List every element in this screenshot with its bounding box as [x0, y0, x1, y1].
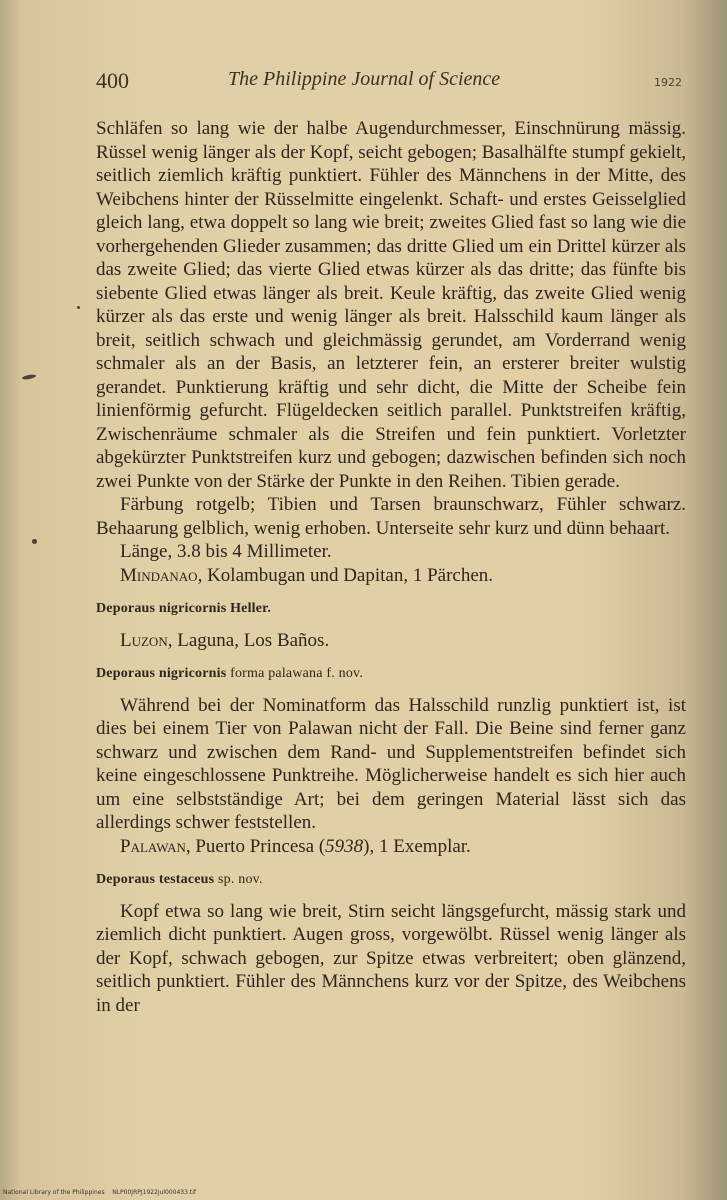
species-name: Deporaus testaceus — [96, 872, 215, 887]
specimen-number: 5938 — [325, 835, 364, 857]
paragraph-testaceus-description: Kopf etwa so lang wie breit, Stirn seicht längsgefurcht, mässig stark und ziemlich dicht punktiert. Augen gross, vorgewölbt. Rüssel wenig länger als der Kopf, schwach gebogen, zur Spitze etwas verbreitert; oben glänzend, seitlich punktiert. Fühler des Männchens kurz vor der Spitze, des Weibchens in der — [96, 900, 686, 1016]
ink-speck — [22, 374, 36, 380]
journal-title: The Philippine Journal of Science — [228, 68, 501, 90]
library-credit: National Library of the Philippines — [3, 1189, 105, 1196]
spacer — [96, 892, 686, 900]
spacer — [96, 621, 686, 629]
paragraph-locality-luzon — [96, 629, 686, 653]
paragraph-palawana-description: Während bei der Nominatform das Halsschild runzlig punktiert ist, ist dies bei einem Tier von Palawan nicht der Fall. Die Beine sind ferner ganz schwarz und zwischen dem Rand- und Supplementstreifen befindet sich keine eingeschlossene Punktreihe. Möglicherweise handelt es sich hier auch um eine selbstständige Art; bei dem geringen Material lässt sich das allerdings schwer feststellen. — [96, 694, 686, 833]
species-heading-testaceus — [96, 868, 686, 892]
paragraph-locality-mindanao — [96, 564, 686, 588]
paragraph-locality-palawan — [96, 835, 686, 859]
species-qualifier: sp. nov. — [214, 872, 263, 887]
publication-year: 1922 — [654, 76, 682, 89]
ink-speck — [77, 306, 80, 309]
locality-detail: , Puerto Princesa ( — [185, 835, 326, 857]
spacer — [96, 858, 686, 868]
page-number: 400 — [96, 68, 129, 93]
locality-name: Luzon — [120, 629, 168, 651]
species-qualifier: forma palawana f. nov. — [226, 666, 364, 681]
ink-speck — [32, 539, 37, 544]
paragraph-length: Länge, 3.8 bis 4 Millimeter. — [120, 541, 332, 562]
locality-detail: , Laguna, Los Baños. — [167, 629, 330, 651]
locality-name: Palawan — [120, 835, 186, 857]
species-heading-palawana — [96, 662, 686, 686]
scan-footer — [3, 1189, 196, 1196]
locality-detail: , Kolambugan und Dapitan, 1 Pärchen. — [197, 564, 494, 586]
locality-name: Mindanao — [120, 564, 198, 586]
species-name: Deporaus nigricornis — [96, 666, 227, 681]
paragraph-coloration: Färbung rotgelb; Tibien und Tarsen braunschwarz, Fühler schwarz. Behaarung gelblich, wenig erhoben. Unterseite sehr kurz und dünn behaart. — [96, 494, 686, 539]
article-body — [96, 117, 686, 1017]
spacer — [96, 652, 686, 662]
locality-detail-end: ), 1 Exemplar. — [363, 835, 471, 857]
spacer — [96, 686, 686, 694]
scan-file-id: NLP00JRPJ1922jul000433.tif — [112, 1189, 196, 1196]
spacer — [96, 587, 686, 597]
paragraph-description-continued: Schläfen so lang wie der halbe Augendurchmesser, Einschnürung mässig. Rüssel wenig länger als der Kopf, seicht gebogen; Basalhälfte stumpf gekielt, seitlich ziemlich kräftig punktiert. Fühler des Männchens in der Mitte, des Weibchens hinter der Rüsselmitte eingelenkt. Schaft- und erstes Geisselglied gleich lang, etwa doppelt so lang wie breit; zweites Glied fast so lang wie die vorhergehenden Glieder zusammen; das dritte Glied um ein Drittel kürzer als das zweite Glied; das vierte Glied etwas kürzer als das dritte; das fünfte bis siebente Glied etwas länger als breit. Keule kräftig, das zweite Glied wenig kürzer als das erste und wenig länger als breit. Halsschild kaum länger als breit, seitlich schwach und gleichmässig gerundet, am Vorderrand wenig schmaler als an der Basis, an letzterer fein, an ersterer breiter wulstig gerandet. Punktierung kräftig und sehr dicht, die Mitte der Scheibe fein linienförmig gefurcht. Flügeldecken seitlich parallel. Punktstreifen kräftig, Zwischenräume schmaler als die Streifen und fein punktiert. Vorletzter abgekürzter Punktstreifen kurz und gebogen; dazwischen befinden sich noch zwei Punkte von der Stärke der Punkte in den Reihen. Tibien gerade. — [96, 118, 686, 492]
species-heading-nigricornis: Deporaus nigricornis Heller. — [96, 601, 272, 616]
running-header — [96, 66, 686, 106]
